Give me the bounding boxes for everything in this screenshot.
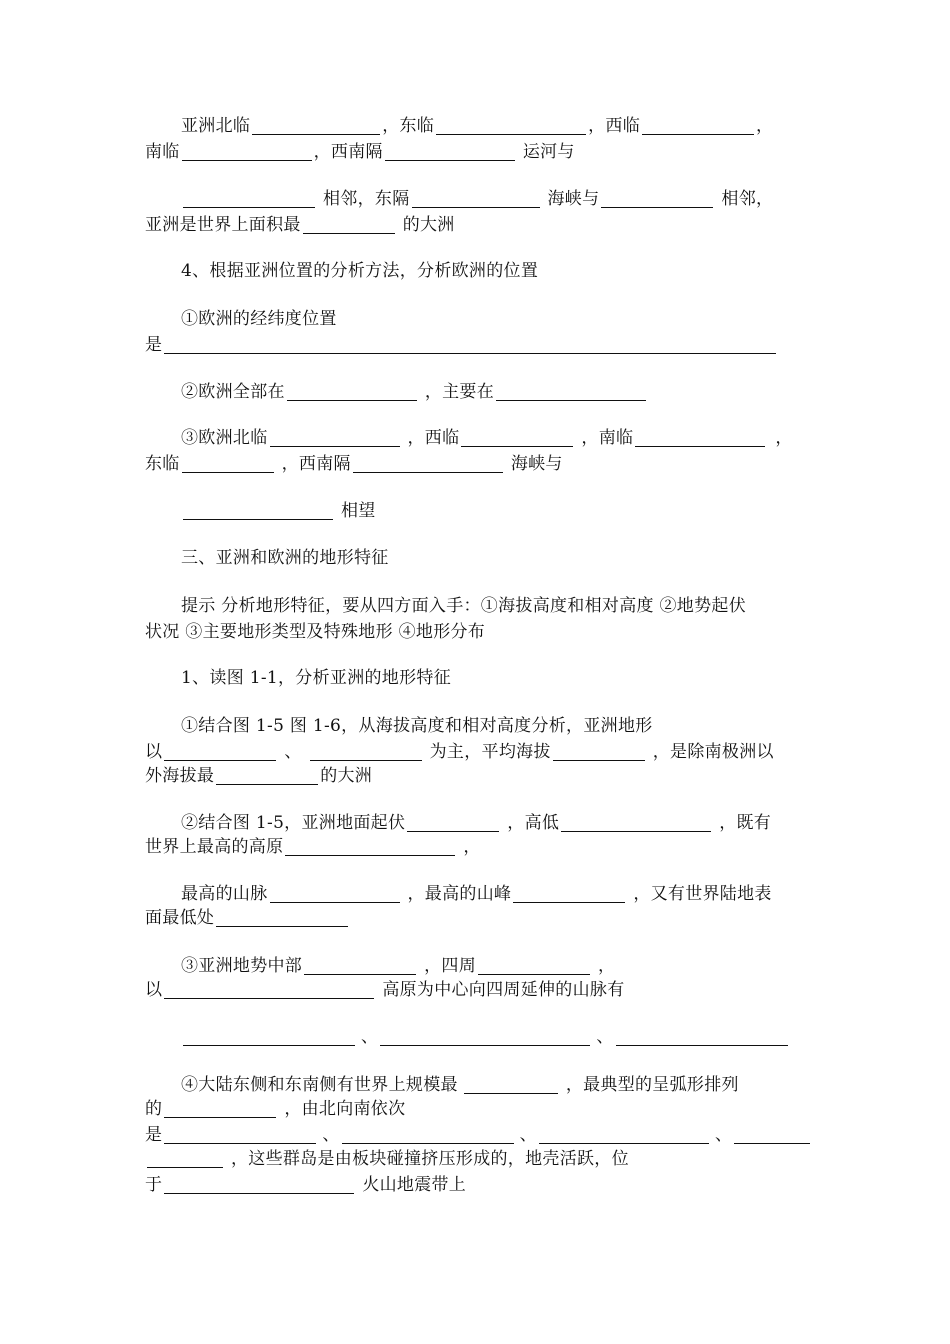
text: ，是除南极洲以 — [652, 742, 774, 762]
text: ④大陆东侧和东南侧有世界上规模最 — [181, 1075, 458, 1095]
fill-blank[interactable] — [342, 1123, 514, 1144]
fill-blank[interactable] — [183, 1025, 355, 1046]
fill-blank[interactable] — [303, 213, 395, 234]
fill-blank[interactable] — [287, 380, 417, 401]
text: 火山地震带上 — [362, 1175, 467, 1195]
fill-blank[interactable] — [539, 1123, 709, 1144]
terrain-item-2-line-2 — [145, 834, 481, 860]
asia-size-line — [145, 212, 455, 238]
terrain-item-4-line-5 — [145, 1172, 466, 1198]
text: ，西南隔 — [281, 454, 351, 474]
europe-item-3-line-3 — [181, 498, 376, 524]
text: 以 — [145, 742, 163, 762]
fill-blank[interactable] — [216, 906, 348, 927]
fill-blank[interactable] — [164, 333, 776, 354]
fill-blank[interactable] — [304, 954, 416, 975]
terrain-item-2-line-1 — [181, 810, 771, 836]
text: 海峡与 — [547, 189, 600, 209]
text: ，这些群岛是由板块碰撞挤压形成的，地壳活跃，位 — [231, 1149, 629, 1169]
fill-blank[interactable] — [310, 740, 422, 761]
fill-blank[interactable] — [385, 140, 515, 161]
terrain-item-3-line-3 — [181, 1024, 790, 1050]
fill-blank[interactable] — [601, 187, 713, 208]
text: ②欧洲全部在 — [181, 382, 285, 402]
fill-blank[interactable] — [164, 1173, 354, 1194]
terrain-item-4-line-3 — [145, 1122, 812, 1148]
fill-blank[interactable] — [635, 426, 765, 447]
fill-blank[interactable] — [353, 452, 503, 473]
asia-boundaries-line-2 — [145, 139, 575, 165]
text: 东临 — [145, 454, 180, 474]
text: 世界上最高的高原 — [145, 837, 284, 857]
text: ， — [775, 428, 793, 448]
text: 面最低处 — [145, 908, 215, 928]
text: 、 — [322, 1125, 340, 1145]
question-4-title: 4、根据亚洲位置的分析方法，分析欧洲的位置 — [181, 261, 539, 281]
fill-blank[interactable] — [252, 114, 380, 135]
fill-blank[interactable] — [164, 1097, 276, 1118]
text: ，最典型的呈弧形排列 — [565, 1075, 739, 1095]
terrain-item-4-line-2 — [145, 1096, 405, 1122]
text: 运河与 — [522, 142, 575, 162]
text: 的 — [145, 1099, 163, 1119]
text: 相邻，东隔 — [323, 189, 410, 209]
fill-blank[interactable] — [513, 882, 625, 903]
text: ，由北向南依次 — [284, 1099, 406, 1119]
text: 亚洲是世界上面积最 — [145, 215, 301, 235]
text: 、 — [596, 1027, 614, 1047]
section-3-title: 三、亚洲和欧洲的地形特征 — [181, 548, 389, 568]
text: ，西临 — [588, 116, 641, 136]
text: 的大洲 — [320, 766, 373, 786]
fill-blank[interactable] — [436, 114, 586, 135]
asia-boundaries-line-1 — [181, 113, 773, 139]
text: 、 — [284, 742, 302, 762]
fill-blank[interactable] — [561, 811, 711, 832]
text: 最高的山脉 — [181, 884, 268, 904]
terrain-item-1-line-1: ①结合图 1-5 图 1-6，从海拔高度和相对高度分析，亚洲地形 — [181, 716, 653, 736]
terrain-item-4-line-1 — [181, 1072, 739, 1098]
text: ，南临 — [581, 428, 634, 448]
text: 高原为中心向四周延伸的山脉有 — [382, 980, 625, 1000]
fill-blank[interactable] — [147, 1147, 223, 1168]
text: ，又有世界陆地表 — [633, 884, 772, 904]
text: 、 — [519, 1125, 537, 1145]
fill-blank[interactable] — [461, 426, 573, 447]
fill-blank[interactable] — [553, 740, 645, 761]
tip-line-1: 提示 分析地形特征，要从四方面入手：①海拔高度和相对高度 ②地势起伏 — [181, 596, 747, 616]
text: ，西南隔 — [313, 142, 383, 162]
fill-blank[interactable] — [285, 835, 455, 856]
fill-blank[interactable] — [216, 764, 318, 785]
fill-blank[interactable] — [182, 452, 274, 473]
text: 、 — [361, 1027, 379, 1047]
text: ，主要在 — [424, 382, 495, 402]
text: 南临 — [145, 142, 180, 162]
text: 、 — [714, 1125, 733, 1145]
fill-blank[interactable] — [734, 1123, 810, 1144]
text: ，东临 — [382, 116, 435, 136]
text: 亚洲北临 — [181, 116, 251, 136]
text: ③亚洲地势中部 — [181, 956, 303, 976]
text: 相邻， — [721, 189, 774, 209]
europe-item-2 — [181, 379, 648, 405]
text: 是 — [145, 1125, 163, 1145]
terrain-item-1-line-2 — [145, 739, 774, 765]
asia-boundaries-line-3 — [181, 186, 773, 212]
text: 海峡与 — [510, 454, 563, 474]
fill-blank[interactable] — [642, 114, 754, 135]
europe-item-3-line-2 — [145, 451, 563, 477]
fill-blank[interactable] — [183, 499, 333, 520]
terrain-item-2-line-4 — [145, 905, 350, 931]
fill-blank[interactable] — [164, 740, 276, 761]
text: ，四周 — [424, 956, 477, 976]
fill-blank[interactable] — [164, 978, 374, 999]
fill-blank[interactable] — [380, 1025, 590, 1046]
text: 的大洲 — [402, 215, 455, 235]
text: ， — [598, 956, 616, 976]
fill-blank[interactable] — [478, 954, 590, 975]
fill-blank[interactable] — [270, 882, 400, 903]
terrain-item-1-line-3 — [145, 763, 372, 789]
fill-blank[interactable] — [616, 1025, 788, 1046]
text: ，西临 — [407, 428, 460, 448]
fill-blank[interactable] — [270, 426, 400, 447]
text: 为主，平均海拔 — [429, 742, 551, 762]
text: ，最高的山峰 — [407, 884, 512, 904]
terrain-item-3-line-2 — [145, 977, 625, 1003]
terrain-item-4-line-4 — [145, 1146, 629, 1172]
fill-blank[interactable] — [412, 187, 540, 208]
text: ②结合图 1-5，亚洲地面起伏 — [181, 813, 406, 833]
europe-item-1-answer — [145, 332, 778, 358]
fill-blank[interactable] — [183, 187, 315, 208]
fill-blank[interactable] — [407, 811, 499, 832]
text: ，既有 — [719, 813, 772, 833]
fill-blank[interactable] — [464, 1073, 558, 1094]
europe-item-1: ①欧洲的经纬度位置 — [181, 309, 337, 329]
text: 相望 — [341, 501, 376, 521]
text: ，高低 — [507, 813, 560, 833]
fill-blank[interactable] — [182, 140, 312, 161]
terrain-item-3-line-1 — [181, 953, 615, 979]
text: 外海拔最 — [145, 766, 215, 786]
text: ， — [756, 116, 774, 136]
fill-blank[interactable] — [496, 380, 646, 401]
text: 于 — [145, 1175, 163, 1195]
fill-blank[interactable] — [164, 1123, 316, 1144]
europe-item-3-line-1 — [181, 425, 793, 451]
text: ③欧洲北临 — [181, 428, 268, 448]
text: 以 — [145, 980, 163, 1000]
text: ， — [463, 837, 481, 857]
terrain-item-2-line-3 — [181, 881, 772, 907]
text: 是 — [145, 335, 163, 355]
question-1-title: 1、读图 1-1，分析亚洲的地形特征 — [181, 668, 451, 688]
tip-line-2: 状况 ③主要地形类型及特殊地形 ④地形分布 — [145, 622, 486, 642]
